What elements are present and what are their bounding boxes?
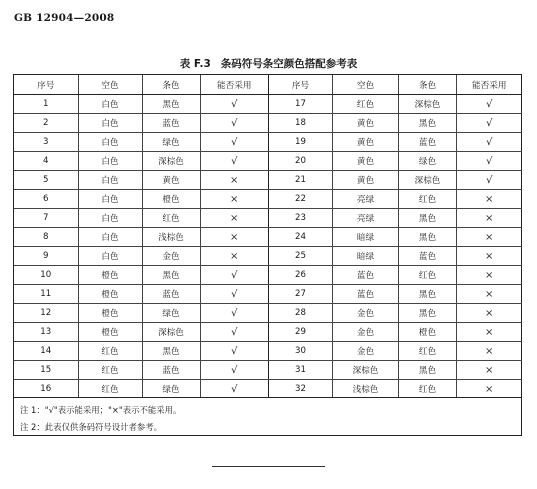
cell-index: 7 xyxy=(14,209,78,228)
cell-bar-color: 黑色 xyxy=(142,342,200,361)
cell-space-color: 橙色 xyxy=(78,304,142,323)
table-row xyxy=(269,190,522,209)
cell-index: 17 xyxy=(269,95,333,114)
column-header-bar-color: 条色 xyxy=(142,75,200,95)
cell-index: 3 xyxy=(14,133,78,152)
cell-usable: × xyxy=(457,285,522,304)
table-row xyxy=(14,133,268,152)
table-row xyxy=(269,247,522,266)
table-row xyxy=(14,380,268,399)
cell-usable: √ xyxy=(200,323,268,342)
cell-bar-color: 蓝色 xyxy=(399,247,457,266)
cell-space-color: 浅棕色 xyxy=(333,380,399,399)
cell-usable: × xyxy=(457,342,522,361)
cell-usable: √ xyxy=(457,133,522,152)
cell-usable: × xyxy=(457,323,522,342)
cell-bar-color: 黑色 xyxy=(142,266,200,285)
cell-space-color: 黄色 xyxy=(333,171,399,190)
table-caption xyxy=(0,56,537,71)
cell-bar-color: 深棕色 xyxy=(142,323,200,342)
cell-index: 24 xyxy=(269,228,333,247)
column-header-space-color: 空色 xyxy=(333,75,399,95)
cell-bar-color: 蓝色 xyxy=(399,133,457,152)
cell-index: 20 xyxy=(269,152,333,171)
cell-bar-color: 橙色 xyxy=(399,323,457,342)
cell-usable: × xyxy=(457,228,522,247)
cell-space-color: 白色 xyxy=(78,209,142,228)
cell-bar-color: 黑色 xyxy=(399,361,457,380)
cell-index: 32 xyxy=(269,380,333,399)
cell-index: 13 xyxy=(14,323,78,342)
cell-space-color: 白色 xyxy=(78,247,142,266)
cell-index: 27 xyxy=(269,285,333,304)
cell-usable: √ xyxy=(200,95,268,114)
column-header-index: 序号 xyxy=(269,75,333,95)
cell-index: 23 xyxy=(269,209,333,228)
table-notes xyxy=(14,397,521,436)
cell-index: 31 xyxy=(269,361,333,380)
cell-space-color: 橙色 xyxy=(78,285,142,304)
cell-index: 21 xyxy=(269,171,333,190)
cell-index: 1 xyxy=(14,95,78,114)
table-row xyxy=(14,247,268,266)
cell-space-color: 蓝色 xyxy=(333,285,399,304)
cell-index: 9 xyxy=(14,247,78,266)
cell-usable: × xyxy=(200,171,268,190)
cell-usable: √ xyxy=(200,266,268,285)
cell-space-color: 白色 xyxy=(78,133,142,152)
table-row xyxy=(14,209,268,228)
cell-usable: √ xyxy=(457,152,522,171)
cell-space-color: 金色 xyxy=(333,342,399,361)
cell-space-color: 白色 xyxy=(78,114,142,133)
cell-bar-color: 黑色 xyxy=(399,209,457,228)
table-row xyxy=(269,171,522,190)
column-header-usable: 能否采用 xyxy=(457,75,522,95)
table-row xyxy=(269,114,522,133)
cell-usable: √ xyxy=(457,114,522,133)
standard-number: GB 12904—2008 xyxy=(14,12,115,24)
cell-bar-color: 金色 xyxy=(142,247,200,266)
cell-index: 22 xyxy=(269,190,333,209)
cell-usable: √ xyxy=(200,133,268,152)
table-row xyxy=(14,171,268,190)
column-header-index: 序号 xyxy=(14,75,78,95)
table-row xyxy=(14,114,268,133)
note-1: 注 1："√"表示能采用；"×"表示不能采用。 xyxy=(20,405,182,415)
table-row xyxy=(269,361,522,380)
table-row xyxy=(14,95,268,114)
cell-usable: × xyxy=(457,361,522,380)
table-row xyxy=(14,285,268,304)
cell-bar-color: 蓝色 xyxy=(142,285,200,304)
cell-space-color: 暗绿 xyxy=(333,247,399,266)
cell-space-color: 白色 xyxy=(78,190,142,209)
cell-bar-color: 黑色 xyxy=(142,95,200,114)
column-header-space-color: 空色 xyxy=(78,75,142,95)
cell-space-color: 橙色 xyxy=(78,323,142,342)
cell-space-color: 暗绿 xyxy=(333,228,399,247)
header-row xyxy=(269,75,522,95)
cell-index: 5 xyxy=(14,171,78,190)
cell-bar-color: 深棕色 xyxy=(399,171,457,190)
header-row xyxy=(14,75,268,95)
cell-usable: × xyxy=(200,247,268,266)
cell-space-color: 红色 xyxy=(333,95,399,114)
table-title: 条码符号条空颜色搭配参考表 xyxy=(220,58,358,70)
cell-index: 26 xyxy=(269,266,333,285)
table-row xyxy=(14,190,268,209)
cell-usable: √ xyxy=(200,285,268,304)
table-number: 表 F.3 xyxy=(179,58,211,70)
table-row xyxy=(14,304,268,323)
cell-space-color: 金色 xyxy=(333,323,399,342)
cell-bar-color: 红色 xyxy=(142,209,200,228)
cell-bar-color: 绿色 xyxy=(142,380,200,399)
table-right-half xyxy=(268,75,522,398)
table-row xyxy=(14,228,268,247)
cell-bar-color: 深棕色 xyxy=(142,152,200,171)
cell-space-color: 白色 xyxy=(78,228,142,247)
table-row xyxy=(269,152,522,171)
cell-index: 10 xyxy=(14,266,78,285)
cell-usable: × xyxy=(457,304,522,323)
note-2: 注 2：此表仅供条码符号设计者参考。 xyxy=(20,422,162,432)
cell-usable: × xyxy=(200,190,268,209)
cell-index: 6 xyxy=(14,190,78,209)
cell-bar-color: 红色 xyxy=(399,342,457,361)
column-header-usable: 能否采用 xyxy=(200,75,268,95)
cell-space-color: 深棕色 xyxy=(333,361,399,380)
cell-index: 19 xyxy=(269,133,333,152)
table-row xyxy=(269,323,522,342)
table-row xyxy=(269,95,522,114)
cell-usable: √ xyxy=(457,171,522,190)
cell-usable: × xyxy=(485,383,494,395)
table-row xyxy=(14,323,268,342)
cell-space-color: 黄色 xyxy=(333,152,399,171)
cell-usable: × xyxy=(200,228,268,247)
table-row xyxy=(269,209,522,228)
cell-bar-color: 浅棕色 xyxy=(142,228,200,247)
cell-space-color: 白色 xyxy=(78,171,142,190)
cell-index: 29 xyxy=(269,323,333,342)
cell-usable: × xyxy=(457,247,522,266)
cell-usable: √ xyxy=(200,342,268,361)
column-header-bar-color: 条色 xyxy=(399,75,457,95)
cell-bar-color: 深棕色 xyxy=(399,95,457,114)
table-row xyxy=(269,342,522,361)
table-body-left xyxy=(14,95,268,399)
cell-index: 2 xyxy=(14,114,78,133)
cell-space-color: 白色 xyxy=(78,95,142,114)
cell-bar-color: 黑色 xyxy=(399,304,457,323)
cell-usable: √ xyxy=(457,95,522,114)
cell-space-color: 黄色 xyxy=(333,133,399,152)
table-row xyxy=(269,285,522,304)
color-combination-table xyxy=(13,74,522,436)
cell-usable: √ xyxy=(200,304,268,323)
cell-bar-color: 橙色 xyxy=(142,190,200,209)
table-row xyxy=(269,380,522,399)
cell-space-color: 红色 xyxy=(78,361,142,380)
table-row xyxy=(269,266,522,285)
cell-bar-color: 红色 xyxy=(399,380,457,399)
cell-space-color: 黄色 xyxy=(333,114,399,133)
cell-bar-color: 红色 xyxy=(399,266,457,285)
cell-index: 14 xyxy=(14,342,78,361)
cell-index: 15 xyxy=(14,361,78,380)
cell-space-color: 白色 xyxy=(78,152,142,171)
cell-bar-color: 绿色 xyxy=(142,133,200,152)
cell-usable: √ xyxy=(200,114,268,133)
cell-bar-color: 红色 xyxy=(399,190,457,209)
cell-bar-color: 黑色 xyxy=(399,228,457,247)
cell-usable: × xyxy=(200,209,268,228)
table-row xyxy=(14,266,268,285)
table-row xyxy=(14,152,268,171)
cell-space-color: 红色 xyxy=(78,380,142,399)
cell-bar-color: 绿色 xyxy=(399,152,457,171)
cell-index: 4 xyxy=(14,152,78,171)
cell-bar-color: 蓝色 xyxy=(142,361,200,380)
cell-bar-color: 黑色 xyxy=(399,114,457,133)
cell-usable: √ xyxy=(200,152,268,171)
cell-usable: × xyxy=(457,266,522,285)
cell-index: 16 xyxy=(14,380,78,399)
cell-space-color: 亮绿 xyxy=(333,209,399,228)
cell-index: 30 xyxy=(269,342,333,361)
table-row xyxy=(269,133,522,152)
cell-space-color: 金色 xyxy=(333,304,399,323)
cell-space-color: 橙色 xyxy=(78,266,142,285)
cell-index: 18 xyxy=(269,114,333,133)
cell-usable: × xyxy=(457,190,522,209)
cell-usable: × xyxy=(457,209,522,228)
cell-bar-color: 黄色 xyxy=(142,171,200,190)
table-body-right xyxy=(269,95,522,399)
table-row xyxy=(269,228,522,247)
cell-index: 8 xyxy=(14,228,78,247)
end-of-document-rule xyxy=(212,466,325,467)
cell-index: 12 xyxy=(14,304,78,323)
table-row xyxy=(14,342,268,361)
cell-bar-color: 黑色 xyxy=(399,285,457,304)
cell-usable: √ xyxy=(231,383,238,395)
cell-index: 25 xyxy=(269,247,333,266)
cell-index: 28 xyxy=(269,304,333,323)
cell-space-color: 红色 xyxy=(78,342,142,361)
cell-space-color: 亮绿 xyxy=(333,190,399,209)
table-left-half xyxy=(14,75,268,398)
table-row xyxy=(14,361,268,380)
cell-usable: √ xyxy=(200,361,268,380)
cell-bar-color: 蓝色 xyxy=(142,114,200,133)
cell-space-color: 蓝色 xyxy=(333,266,399,285)
cell-bar-color: 绿色 xyxy=(142,304,200,323)
cell-index: 11 xyxy=(14,285,78,304)
table-row xyxy=(269,304,522,323)
